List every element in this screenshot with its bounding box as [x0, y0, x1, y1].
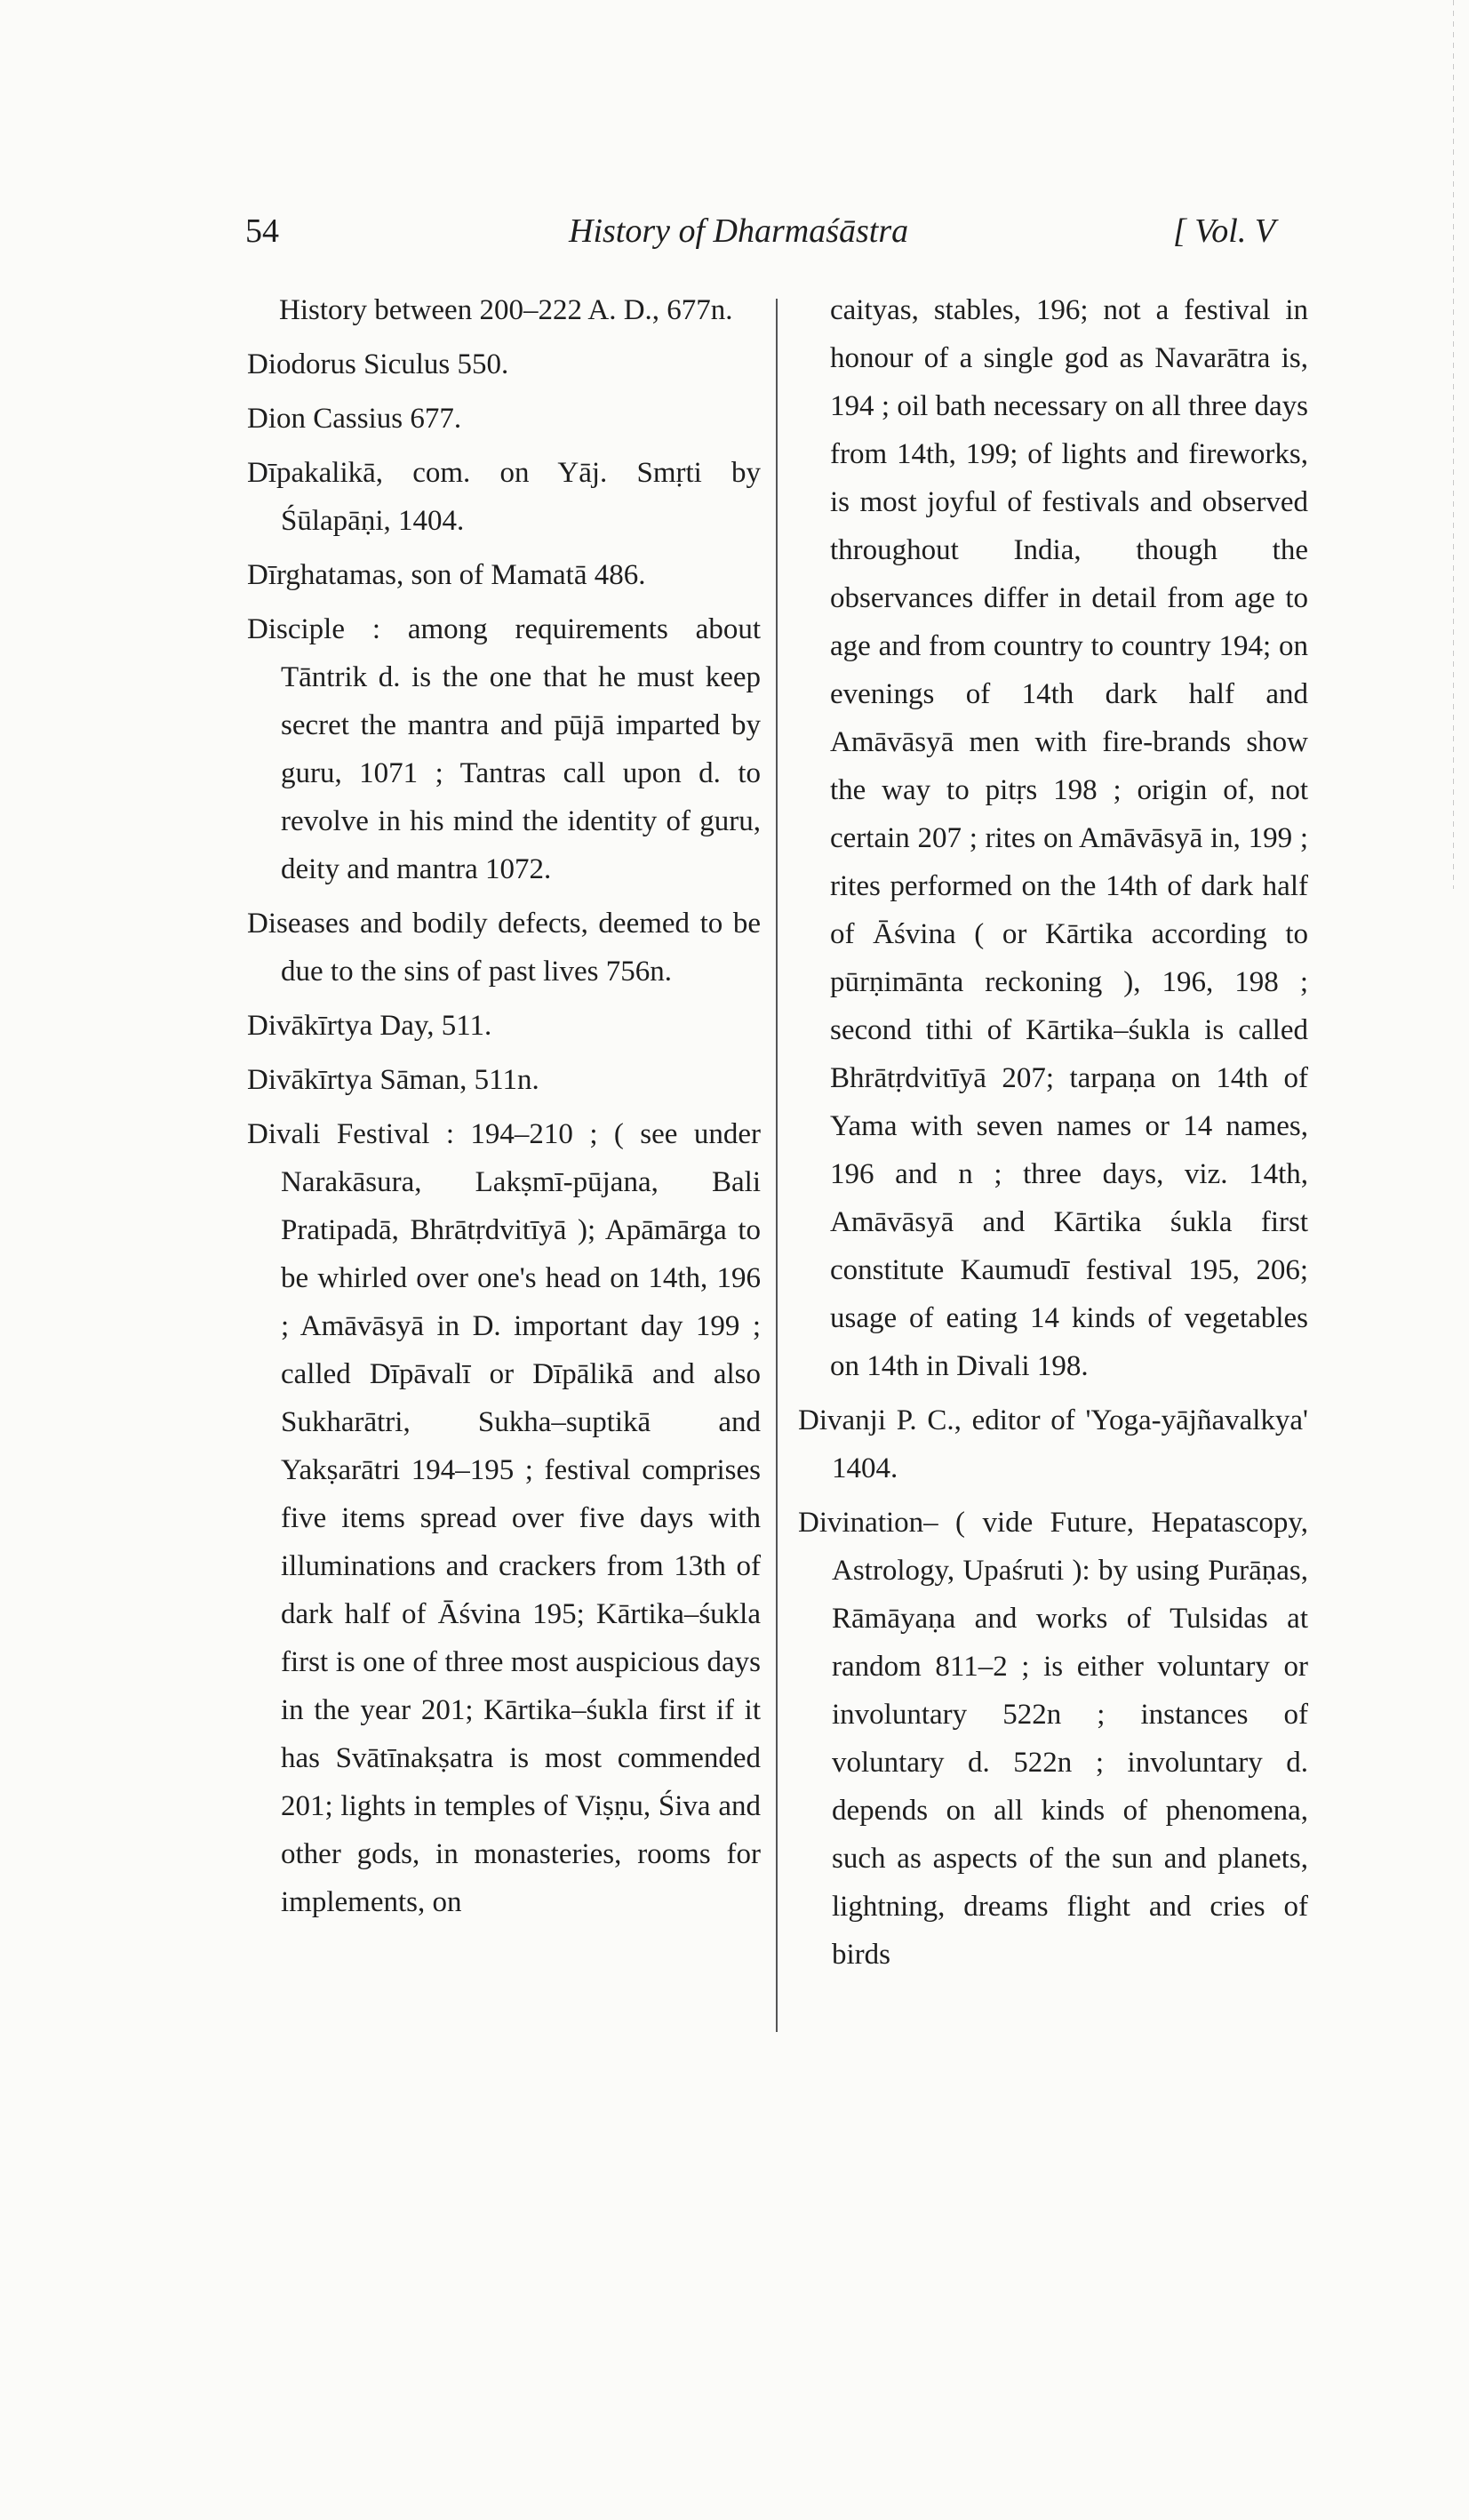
index-entry: History between 200–222 A. D., 677n. — [279, 294, 733, 326]
scan-margin-line — [1453, 0, 1454, 889]
index-entry: Divākīrtya Day, 511. — [247, 1010, 492, 1042]
index-entry: Divination– ( vide Future, Hepatascopy, Astrology, Upaśruti ): by using Purāṇas, Rāmāyaṇa and works of Tulsidas at random 811–2 ; is either voluntary or involuntary 522n ; instances of voluntary d. 522n ; involuntary d. depends on all kinds of phenomena, such as aspects of the sun and planets, lightning, dreams flight and cries of birds — [798, 1507, 1308, 1971]
right-column — [798, 286, 1308, 1985]
index-entry: Divanji P. C., editor of 'Yoga-yājñavalkya' 1404. — [798, 1404, 1308, 1484]
volume-label: [ Vol. V — [1173, 212, 1276, 250]
index-entry: Dīrghatamas, son of Mamatā 486. — [247, 559, 646, 591]
page-number: 54 — [245, 212, 279, 250]
index-entry: Dīpakalikā, com. on Yāj. Smṛti by Śūlapāṇi, 1404. — [247, 457, 761, 537]
left-column — [247, 286, 761, 1932]
running-header — [245, 203, 1322, 265]
running-title: History of Dharmaśāstra — [569, 212, 909, 250]
index-entry: Divākīrtya Sāman, 511n. — [247, 1064, 539, 1096]
index-entry: Diodorus Siculus 550. — [247, 348, 509, 380]
index-entry: Disciple : among requirements about Tāntrik d. is the one that he must keep secret the mantra and pūjā imparted by guru, 1071 ; Tantras call upon d. to revolve in his mind the identity of guru, deity and mantra 1072. — [247, 613, 761, 885]
index-entry: Diseases and bodily defects, deemed to be due to the sins of past lives 756n. — [247, 908, 761, 988]
column-divider — [776, 299, 778, 2032]
index-entry: Divali Festival : 194–210 ; ( see under Narakāsura, Lakṣmī-pūjana, Bali Pratipadā, Bhrātṛdvitīyā ); Apāmārga to be whirled over one's head on 14th, 196 ; Amāvāsyā in D. important day 199 ; called Dīpāvalī or Dīpālikā and also Sukharātri, Sukha–suptikā and Yakṣarātri 194–195 ; festival comprises five items spread over five days with illuminations and crackers from 13th of dark half of Āśvina 195; Kārtika–śukla first is one of three most auspicious days in the year 201; Kārtika–śukla first if it has Svātīnakṣatra is most commended 201; lights in temples of Viṣṇu, Śiva and other gods, in monasteries, rooms for implements, on — [247, 1118, 761, 1918]
index-entry: Dion Cassius 677. — [247, 403, 462, 435]
index-entry: caityas, stables, 196; not a festival in honour of a single god as Navarātra is, 194 ; oil bath necessary on all three days from 14th, 199; of lights and fireworks, is most joyful of festivals and observed throughout India, though the observances differ in detail from age to age and from country to country 194; on evenings of 14th dark half and Amāvāsyā men with fire-brands show the way to pitṛs 198 ; origin of, not certain 207 ; rites on Amāvāsyā in, 199 ; rites performed on the 14th of dark half of Āśvina ( or Kārtika according to pūrṇimānta reckoning ), 196, 198 ; second tithi of Kārtika–śukla is called Bhrātṛdvitīyā 207; tarpaṇa on 14th of Yama with seven names or 14 names, 196 and n ; three days, viz. 14th, Amāvāsyā and Kārtika śukla first constitute Kaumudī festival 195, 206; usage of eating 14 kinds of vegetables on 14th in Divali 198. — [830, 294, 1308, 1382]
